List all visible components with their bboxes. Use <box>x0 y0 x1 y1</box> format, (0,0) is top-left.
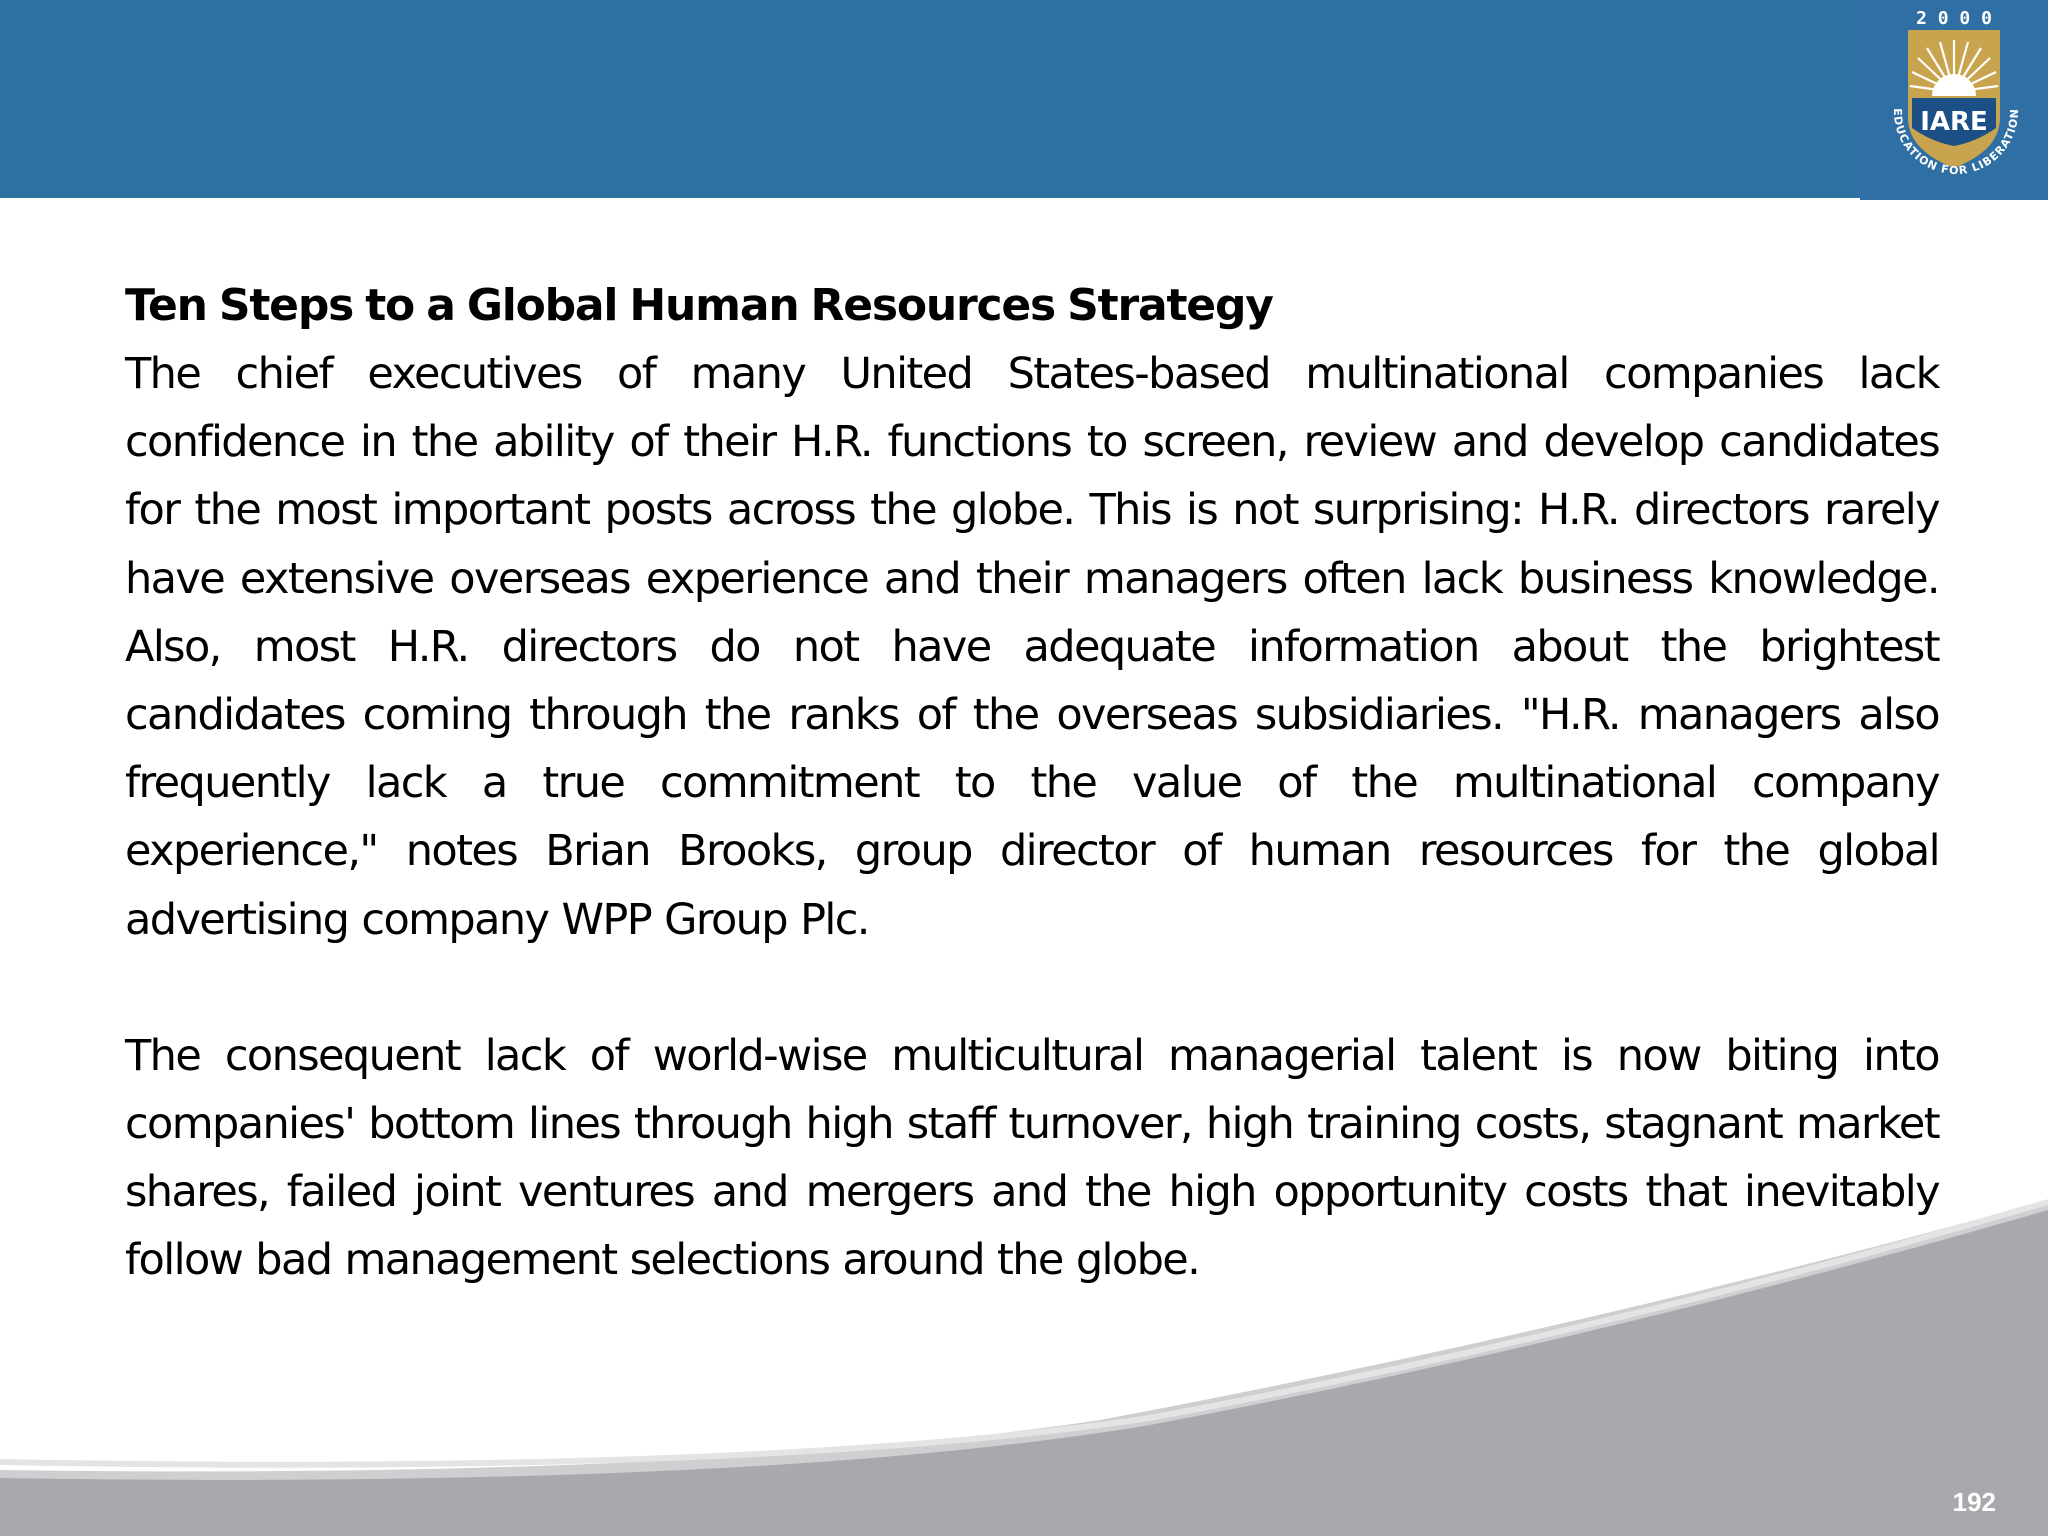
page-number: 192 <box>1952 1487 1996 1517</box>
paragraph-spacer <box>125 954 1939 1022</box>
logo-year: 2 0 0 0 <box>1916 8 1992 29</box>
logo-name: IARE <box>1920 107 1988 137</box>
slide-content <box>125 272 1939 1295</box>
paragraph-2: The consequent lack of world-wise multicultural managerial talent is now biting into companies' bottom lines through high staff turnover, high training costs, stagnant market shares, failed joint ventures and mergers and the high opportunity costs that inevitably follow bad management selections around the globe. <box>125 1030 1939 1286</box>
logo-motto: EDUCATION FOR LIBERATION <box>1890 108 2022 178</box>
slide-title: Ten Steps to a Global Human Resources Strategy <box>125 280 1273 331</box>
paragraph-1: The chief executives of many United States-based multinational companies lack confidence in the ability of their H.R. functions to screen, review and develop candidates for the most important posts across the globe. This is not surprising: H.R. directors rarely have extensive overseas experience and their managers often lack business knowledge. Also, most H.R. directors do not have adequate information about the brightest candidates coming through the ranks of the overseas subsidiaries. "H.R. managers also frequently lack a true commitment to the value of the multinational company experience," notes Brian Brooks, group director of human resources for the global advertising company WPP Group Plc. <box>125 349 1939 945</box>
